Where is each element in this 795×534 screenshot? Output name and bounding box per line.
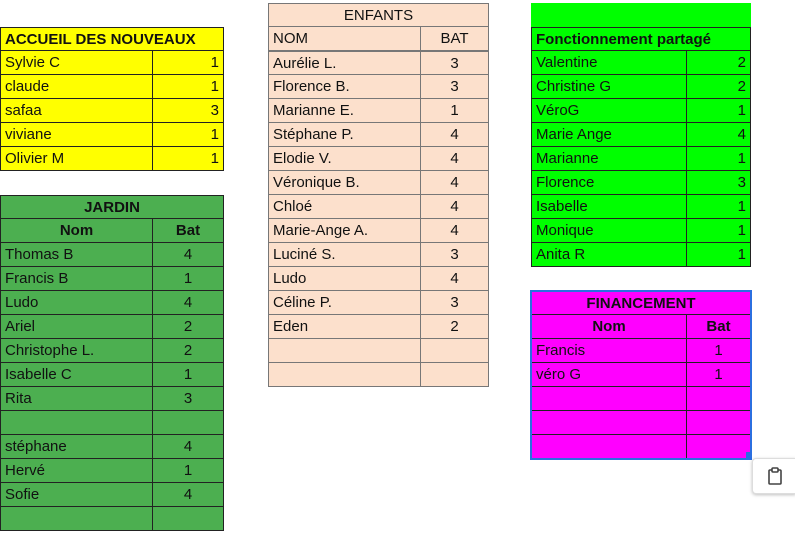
jardin-name-cell[interactable]: Francis B — [0, 267, 153, 291]
enfants-row — [268, 339, 489, 363]
enfants-row — [268, 75, 489, 99]
enfants-row — [268, 267, 489, 291]
fonctionnement-bat-cell[interactable]: 1 — [687, 147, 751, 171]
enfants-name-cell[interactable] — [268, 339, 421, 363]
enfants-row — [268, 243, 489, 267]
jardin-bat-cell[interactable]: 2 — [153, 339, 224, 363]
jardin-name-cell[interactable]: Ludo — [0, 291, 153, 315]
enfants-row — [268, 51, 489, 75]
jardin-bat-cell[interactable]: 3 — [153, 387, 224, 411]
financement-bat-cell[interactable] — [687, 387, 751, 411]
jardin-row — [0, 291, 224, 315]
fonctionnement-name-cell[interactable]: Monique — [531, 219, 687, 243]
enfants-header-bat[interactable]: BAT — [421, 27, 489, 51]
jardin-bat-cell[interactable]: 2 — [153, 315, 224, 339]
enfants-row — [268, 123, 489, 147]
financement-row — [531, 339, 751, 363]
fonctionnement-bat-cell[interactable]: 2 — [687, 75, 751, 99]
enfants-row — [268, 219, 489, 243]
paste-options-button[interactable] — [752, 458, 795, 494]
fonctionnement-name-cell[interactable]: Christine G — [531, 75, 687, 99]
jardin-row — [0, 267, 224, 291]
enfants-name-cell[interactable]: Véronique B. — [268, 171, 421, 195]
enfants-bat-cell[interactable]: 4 — [421, 219, 489, 243]
jardin-title-cell[interactable]: JARDIN — [0, 195, 224, 219]
accueil-name-cell[interactable]: claude — [0, 75, 153, 99]
enfants-title-row — [268, 3, 489, 27]
accueil-name-cell[interactable]: viviane — [0, 123, 153, 147]
financement-name-cell[interactable]: Francis — [531, 339, 687, 363]
jardin-header-bat[interactable]: Bat — [153, 219, 224, 243]
jardin-bat-cell[interactable]: 1 — [153, 459, 224, 483]
accueil-row — [0, 51, 224, 75]
jardin-header-nom[interactable]: Nom — [0, 219, 153, 243]
enfants-bat-cell[interactable]: 3 — [421, 291, 489, 315]
fonctionnement-bat-cell[interactable]: 1 — [687, 195, 751, 219]
financement-name-cell[interactable]: véro G — [531, 363, 687, 387]
enfants-bat-cell[interactable]: 1 — [421, 99, 489, 123]
accueil-row — [0, 147, 224, 171]
enfants-name-cell[interactable]: Marianne E. — [268, 99, 421, 123]
enfants-bat-cell[interactable] — [421, 339, 489, 363]
jardin-name-cell[interactable]: Christophe L. — [0, 339, 153, 363]
enfants-bat-cell[interactable]: 2 — [421, 315, 489, 339]
fonctionnement-row — [531, 171, 751, 195]
fonctionnement-bat-cell[interactable]: 3 — [687, 171, 751, 195]
enfants-bat-cell[interactable]: 3 — [421, 75, 489, 99]
financement-name-cell[interactable] — [531, 435, 687, 459]
enfants-row — [268, 99, 489, 123]
financement-title-row — [531, 291, 751, 315]
jardin-row — [0, 339, 224, 363]
fonctionnement-name-cell[interactable]: VéroG — [531, 99, 687, 123]
accueil-title-row — [0, 27, 224, 51]
fonctionnement-name-cell[interactable]: Florence — [531, 171, 687, 195]
enfants-name-cell[interactable]: Elodie V. — [268, 147, 421, 171]
fonctionnement-row — [531, 99, 751, 123]
fonctionnement-row — [531, 51, 751, 75]
financement-bat-cell[interactable] — [687, 435, 751, 459]
financement-bat-cell[interactable] — [687, 411, 751, 435]
financement-bat-cell[interactable]: 1 — [687, 363, 751, 387]
enfants-bat-cell[interactable]: 4 — [421, 147, 489, 171]
jardin-name-cell[interactable] — [0, 507, 153, 531]
financement-name-cell[interactable] — [531, 411, 687, 435]
selection-fill-handle[interactable] — [746, 452, 752, 458]
jardin-bat-cell[interactable]: 4 — [153, 435, 224, 459]
jardin-row — [0, 387, 224, 411]
accueil-row — [0, 123, 224, 147]
jardin-title-row — [0, 195, 224, 219]
jardin-row — [0, 411, 224, 435]
fonctionnement-color-cell[interactable] — [531, 3, 751, 27]
enfants-bat-cell[interactable]: 4 — [421, 195, 489, 219]
enfants-row — [268, 195, 489, 219]
enfants-row — [268, 291, 489, 315]
fonctionnement-title-cell[interactable]: Fonctionnement partagé — [531, 27, 751, 51]
fonctionnement-name-cell[interactable]: Marianne — [531, 147, 687, 171]
fonctionnement-title-row — [531, 27, 751, 51]
jardin-row — [0, 315, 224, 339]
accueil-name-cell[interactable]: safaa — [0, 99, 153, 123]
accueil-row — [0, 99, 224, 123]
financement-name-cell[interactable] — [531, 387, 687, 411]
fonctionnement-bat-cell[interactable]: 4 — [687, 123, 751, 147]
clipboard-icon — [767, 467, 783, 485]
financement-header-bat[interactable]: Bat — [687, 315, 751, 339]
enfants-bat-cell[interactable]: 4 — [421, 123, 489, 147]
accueil-bat-cell[interactable]: 1 — [153, 123, 224, 147]
jardin-table — [0, 195, 224, 531]
enfants-name-cell[interactable]: Ludo — [268, 267, 421, 291]
enfants-name-cell[interactable]: Eden — [268, 315, 421, 339]
fonctionnement-bat-cell[interactable]: 1 — [687, 99, 751, 123]
fonctionnement-bat-cell[interactable]: 1 — [687, 219, 751, 243]
enfants-bat-cell[interactable] — [421, 363, 489, 387]
enfants-name-cell[interactable]: Céline P. — [268, 291, 421, 315]
enfants-name-cell[interactable]: Aurélie L. — [268, 51, 421, 75]
fonctionnement-bat-cell[interactable]: 2 — [687, 51, 751, 75]
jardin-name-cell[interactable] — [0, 411, 153, 435]
fonctionnement-row — [531, 123, 751, 147]
financement-title-cell[interactable]: FINANCEMENT — [531, 291, 751, 315]
financement-row — [531, 387, 751, 411]
enfants-row — [268, 147, 489, 171]
enfants-title-cell[interactable]: ENFANTS — [268, 3, 489, 27]
accueil-bat-cell[interactable]: 1 — [153, 147, 224, 171]
enfants-name-cell[interactable]: Luciné S. — [268, 243, 421, 267]
fonctionnement-bat-cell[interactable]: 1 — [687, 243, 751, 267]
enfants-row — [268, 315, 489, 339]
enfants-name-cell[interactable]: Chloé — [268, 195, 421, 219]
enfants-bat-cell[interactable]: 4 — [421, 267, 489, 291]
enfants-header-nom[interactable]: NOM — [268, 27, 421, 51]
jardin-name-cell[interactable]: stéphane — [0, 435, 153, 459]
fonctionnement-row — [531, 147, 751, 171]
financement-bat-cell[interactable]: 1 — [687, 339, 751, 363]
accueil-title-cell[interactable]: ACCUEIL DES NOUVEAUX — [0, 27, 224, 51]
jardin-bat-cell[interactable]: 4 — [153, 483, 224, 507]
fonctionnement-name-cell[interactable]: Anita R — [531, 243, 687, 267]
jardin-bat-cell[interactable]: 1 — [153, 363, 224, 387]
jardin-row — [0, 435, 224, 459]
fonctionnement-name-cell[interactable]: Marie Ange — [531, 123, 687, 147]
jardin-bat-cell[interactable] — [153, 507, 224, 531]
fonctionnement-row — [531, 219, 751, 243]
jardin-row — [0, 459, 224, 483]
jardin-bat-cell[interactable]: 4 — [153, 243, 224, 267]
jardin-name-cell[interactable]: Sofie — [0, 483, 153, 507]
enfants-name-cell[interactable]: Marie-Ange A. — [268, 219, 421, 243]
accueil-bat-cell[interactable]: 1 — [153, 75, 224, 99]
enfants-bat-cell[interactable]: 4 — [421, 171, 489, 195]
jardin-row — [0, 243, 224, 267]
enfants-row — [268, 171, 489, 195]
fonctionnement-row — [531, 243, 751, 267]
fonctionnement-row — [531, 195, 751, 219]
enfants-header-row — [268, 27, 489, 51]
jardin-bat-cell[interactable]: 1 — [153, 267, 224, 291]
fonctionnement-table — [531, 27, 751, 267]
jardin-row — [0, 363, 224, 387]
financement-row — [531, 435, 751, 459]
enfants-table — [268, 3, 489, 387]
jardin-header-row — [0, 219, 224, 243]
accueil-name-cell[interactable]: Olivier M — [0, 147, 153, 171]
accueil-name-cell[interactable]: Sylvie C — [0, 51, 153, 75]
financement-row — [531, 411, 751, 435]
jardin-row — [0, 507, 224, 531]
accueil-bat-cell[interactable]: 1 — [153, 51, 224, 75]
accueil-table — [0, 27, 224, 171]
enfants-name-cell[interactable] — [268, 363, 421, 387]
enfants-bat-cell[interactable]: 3 — [421, 51, 489, 75]
accueil-bat-cell[interactable]: 3 — [153, 99, 224, 123]
financement-header-row — [531, 315, 751, 339]
enfants-bat-cell[interactable]: 3 — [421, 243, 489, 267]
jardin-bat-cell[interactable] — [153, 411, 224, 435]
jardin-name-cell[interactable]: Hervé — [0, 459, 153, 483]
accueil-row — [0, 75, 224, 99]
jardin-name-cell[interactable]: Rita — [0, 387, 153, 411]
enfants-name-cell[interactable]: Florence B. — [268, 75, 421, 99]
jardin-bat-cell[interactable]: 4 — [153, 291, 224, 315]
enfants-row — [268, 363, 489, 387]
jardin-name-cell[interactable]: Isabelle C — [0, 363, 153, 387]
financement-header-nom[interactable]: Nom — [531, 315, 687, 339]
jardin-row — [0, 483, 224, 507]
fonctionnement-name-cell[interactable]: Valentine — [531, 51, 687, 75]
jardin-name-cell[interactable]: Ariel — [0, 315, 153, 339]
fonctionnement-name-cell[interactable]: Isabelle — [531, 195, 687, 219]
jardin-name-cell[interactable]: Thomas B — [0, 243, 153, 267]
enfants-name-cell[interactable]: Stéphane P. — [268, 123, 421, 147]
financement-row — [531, 363, 751, 387]
financement-table — [531, 291, 751, 459]
fonctionnement-row — [531, 75, 751, 99]
